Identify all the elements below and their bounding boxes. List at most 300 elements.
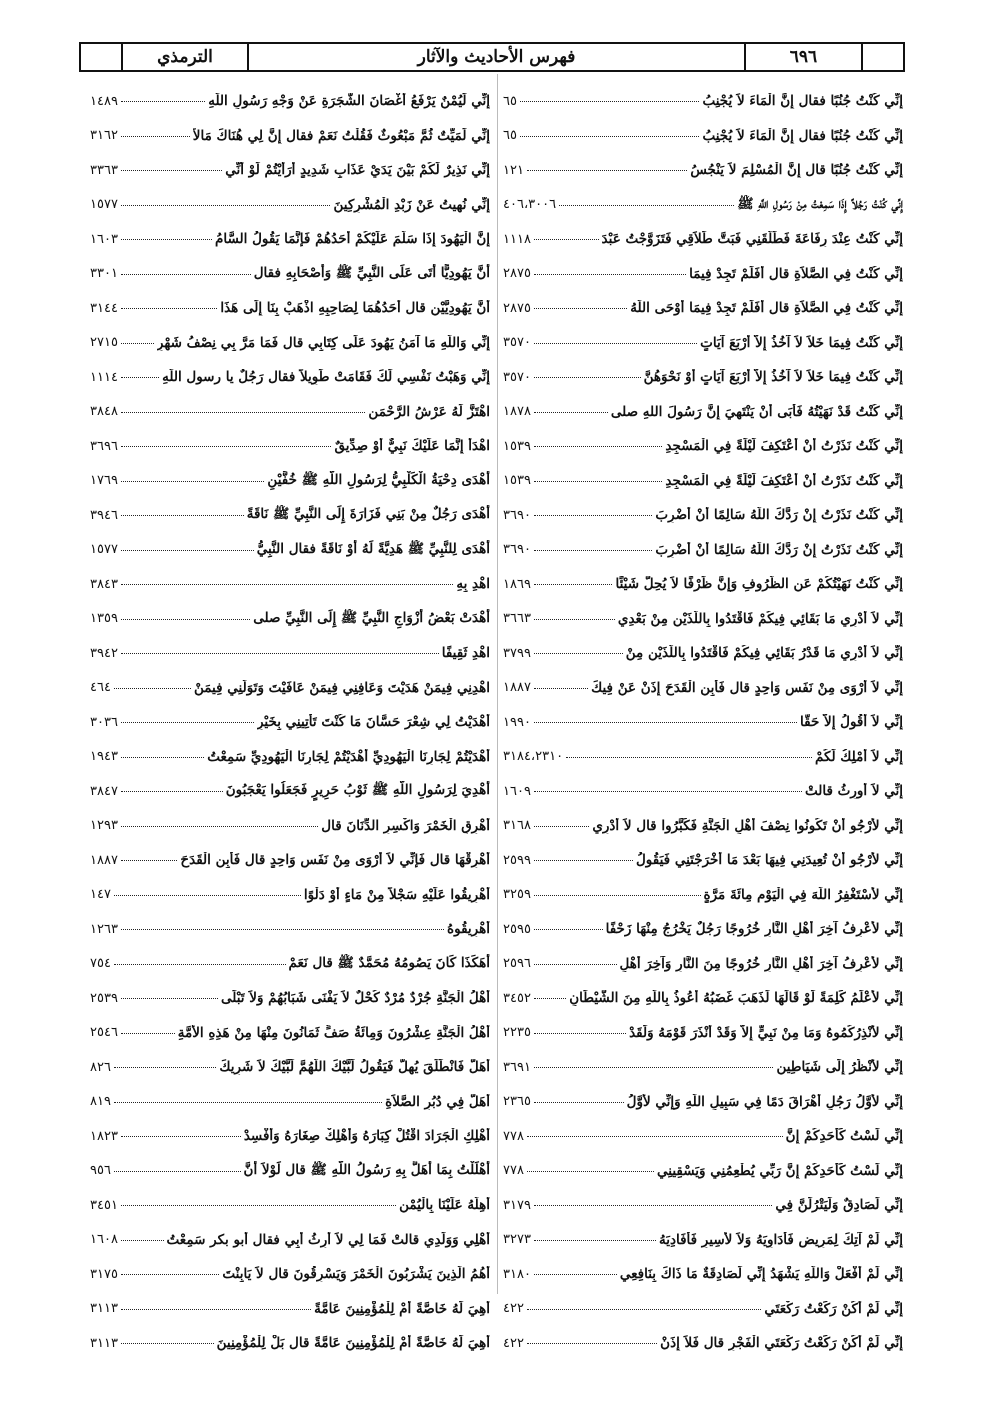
entry-text: إِنِّي لاَ أَرْوَى مِنْ نَفَسٍ وَاحِدٍ قال فَأَبِنِ الْقَدَحَ إِذَنْ عَنْ فِيكَ bbox=[591, 679, 903, 696]
index-entry bbox=[503, 912, 903, 947]
entry-ref-number: ١٢٦٣ bbox=[90, 921, 118, 937]
dot-leader bbox=[566, 756, 812, 758]
entry-ref-number: ١٨٨٧ bbox=[90, 852, 118, 868]
entry-text: أُهْدِيَ لِرَسُولِ اللَّهِ ﷺ ثَوْبُ حَرِيرٍ فَجَعَلُوا يَعْجَبُونَ bbox=[225, 782, 490, 799]
index-entry bbox=[90, 636, 490, 671]
entry-ref-number: ٣١٤٤ bbox=[90, 300, 118, 316]
entry-text: إِنِّي نُهِيتُ عَنْ زَبْدِ الْمُشْرِكِينَ bbox=[333, 196, 490, 213]
dot-leader bbox=[121, 307, 217, 309]
entry-text: إِنِّي لَصَادِقٌ وَلَيَتْرُلَنَّ فِي bbox=[775, 1197, 903, 1214]
dot-leader bbox=[114, 894, 301, 896]
dot-leader bbox=[121, 238, 212, 240]
entry-ref-number: ١٨٧٨ bbox=[503, 404, 531, 420]
index-entry bbox=[503, 636, 903, 671]
entry-ref-number: ٣١٨٠ bbox=[503, 1266, 531, 1282]
entry-text: أَهَلَّ فِي دُبُرِ الصَّلاَةِ bbox=[385, 1093, 490, 1110]
entry-ref-number: ٧٧٨ bbox=[503, 1128, 524, 1144]
entry-text: أَنَّ يَهُودِيَّيْنِ قال أَحَدُهُمَا لِصَاحِبِهِ اذْهَبْ بِنَا إِلَى هَذَا bbox=[220, 300, 490, 317]
right-column bbox=[503, 84, 903, 1361]
entry-text: اهْدِ بِهِ bbox=[456, 576, 490, 593]
dot-leader bbox=[534, 376, 641, 378]
index-entry bbox=[90, 1016, 490, 1051]
entry-ref-number: ١٥٧٧ bbox=[90, 542, 118, 558]
entry-text: إِنِّي كُنْتُ جُنُبًا فقال إِنَّ الْمَاءَ لاَ يُجْنِبُ bbox=[702, 93, 903, 110]
index-entry bbox=[90, 326, 490, 361]
dot-leader bbox=[534, 549, 652, 551]
entry-ref-number: ٣٨٤٨ bbox=[90, 404, 118, 420]
entry-ref-number: ١٨٢٣ bbox=[90, 1128, 118, 1144]
index-entry bbox=[90, 1050, 490, 1085]
dot-leader bbox=[121, 1135, 241, 1137]
index-entry bbox=[90, 119, 490, 154]
dot-leader bbox=[121, 997, 218, 999]
index-entry bbox=[503, 947, 903, 982]
index-entry bbox=[503, 602, 903, 637]
entry-ref-number: ٣٢٥٩ bbox=[503, 887, 531, 903]
entry-text: أَنَّ يَهُودِيًّا أَتَى عَلَى النَّبِيِّ ﷺ وَأَصْحَابِهِ فقال bbox=[253, 264, 490, 281]
entry-text: إِنِّي لاَ أُورِثُ قالتْ bbox=[805, 783, 903, 800]
entry-ref-number: ١١١٨ bbox=[503, 231, 531, 247]
entry-ref-number: ١٣٥٩ bbox=[90, 611, 118, 627]
dot-leader bbox=[534, 963, 617, 965]
entry-ref-number: ١٩٤٣ bbox=[90, 749, 118, 765]
entry-ref-number: ٤٦٤ bbox=[90, 680, 111, 696]
dot-leader bbox=[527, 1342, 657, 1344]
entry-ref-number: ٣٤٥٢ bbox=[503, 990, 531, 1006]
entry-ref-number: ٣١٦٨ bbox=[503, 818, 531, 834]
index-entry bbox=[503, 843, 903, 878]
entry-ref-number: ٤٢٢ bbox=[503, 1301, 524, 1317]
index-entry bbox=[503, 498, 903, 533]
header-spacer-left bbox=[81, 44, 121, 70]
index-entry bbox=[503, 84, 903, 119]
entry-ref-number: ٣١٦٢ bbox=[90, 128, 118, 144]
entry-ref-number: ٣٦٩١ bbox=[503, 1059, 531, 1075]
entry-text: اهْتَزَّ لَهُ عَرْشُ الرَّحْمَنِ bbox=[368, 403, 490, 420]
index-entry bbox=[503, 188, 903, 223]
dot-leader bbox=[534, 514, 652, 516]
dot-leader bbox=[121, 618, 250, 620]
entry-ref-number: ٣٦٩٦ bbox=[90, 438, 118, 454]
index-entry bbox=[90, 878, 490, 913]
dot-leader bbox=[121, 169, 222, 171]
entry-ref-number: ١٩٩٠ bbox=[503, 714, 531, 730]
entry-text: إِنِّي وَهَبْتُ نَفْسِي لَكَ فَقَامَتْ طَوِيلاً فقال رَجُلٌ يا رسول اللَّهِ bbox=[162, 369, 490, 386]
index-entry bbox=[90, 947, 490, 982]
entry-text: إِنِّي كُنْتُ نَهَيْتُكُمْ عَنِ الظُّرُوفِ وَإِنَّ ظَرْفًا لاَ يُحِلُّ شَيْئًا bbox=[615, 576, 903, 593]
index-entry bbox=[90, 222, 490, 257]
entry-ref-number: ١٥٣٩ bbox=[503, 473, 531, 489]
index-entry bbox=[503, 1119, 903, 1154]
entry-ref-number: ٣٦٦٣ bbox=[503, 611, 531, 627]
dot-leader bbox=[121, 652, 439, 654]
entry-ref-number: ١٢١ bbox=[503, 162, 524, 178]
index-entry bbox=[503, 291, 903, 326]
dot-leader bbox=[534, 273, 686, 275]
dot-leader bbox=[534, 307, 627, 309]
dot-leader bbox=[121, 859, 177, 861]
dot-leader bbox=[121, 825, 318, 827]
entry-ref-number: ٢٨٧٥ bbox=[503, 266, 531, 282]
index-entry bbox=[90, 153, 490, 188]
entry-text: أَهْدَى لِلنَّبِيِّ ﷺ هَدِيَّةً لَهُ أَوْ نَاقَةً فقال النَّبِيُّ bbox=[256, 540, 490, 557]
index-entry bbox=[503, 1326, 903, 1361]
entry-text: إِنَّ الْيَهُودَ إِذَا سَلَّمَ عَلَيْكُمْ أَحَدُهُمْ فَإِنَّمَا يَقُولُ السَّامُ bbox=[214, 231, 490, 248]
index-entry bbox=[503, 1154, 903, 1189]
entry-ref-number: ١٤٨٩ bbox=[90, 93, 118, 109]
dot-leader bbox=[121, 1342, 214, 1344]
entry-text: إِنِّي لَمَيِّتٌ ثُمَّ مَبْعُوثٌ فَقُلْتُ نَعَمْ فقال إِنَّ لِي هُنَاكَ مَالاً bbox=[192, 127, 490, 144]
index-entry bbox=[90, 740, 490, 775]
entry-text: أَهْلِي وَوَلَدِي قالتْ فَمَا لِي لاَ أَرِثُ أَبِي فقال أبو بكر سَمِعْتُ bbox=[166, 1231, 490, 1248]
entry-text: أَهْرِيقُوهُ bbox=[447, 921, 490, 938]
entry-text: إِنِّي كُنْتُ جُنُبًا قال إِنَّ الْمُسْلِمَ لاَ يَنْجُسُ bbox=[690, 162, 903, 179]
entry-ref-number: ١٦٠٩ bbox=[503, 783, 531, 799]
entry-ref-number: ٨٢٦ bbox=[90, 1059, 111, 1075]
entry-text: إِنِّي لَمْ آتِكَ لِمَرِيضٍ فَأُدَاوِيَهُ وَلاَ لأَسِيرٍ فَأُفَادِيَهُ bbox=[658, 1231, 903, 1248]
dot-leader bbox=[534, 721, 797, 723]
dot-leader bbox=[121, 514, 244, 516]
page-number: ٦٩٦ bbox=[744, 44, 861, 70]
index-entry bbox=[503, 1292, 903, 1327]
entry-text: إِنِّي كُنْتُ فِيمَا خَلاَ لاَ آخُذُ إِلاَّ أَرْبَعَ آيَاتٍ bbox=[700, 334, 903, 351]
index-entry bbox=[90, 1085, 490, 1120]
column-divider bbox=[497, 74, 498, 1294]
dot-leader bbox=[121, 756, 204, 758]
page-title: فهرس الأحاديث والآثار bbox=[247, 44, 744, 70]
index-entry bbox=[90, 981, 490, 1016]
entry-ref-number: ٣٣٠١ bbox=[90, 266, 118, 282]
entry-text: أَهْدَى رَجُلٌ مِنْ بَنِي فَزَارَةَ إِلَى النَّبِيِّ ﷺ نَاقَةً bbox=[246, 506, 490, 523]
entry-ref-number: ٢٥٣٩ bbox=[90, 990, 118, 1006]
entry-ref-number: ٣٥٧٠ bbox=[503, 335, 531, 351]
dot-leader bbox=[121, 204, 331, 206]
entry-ref-number: ٢٥٤٦ bbox=[90, 1025, 118, 1041]
index-entry bbox=[90, 912, 490, 947]
index-entry bbox=[503, 326, 903, 361]
index-entry bbox=[90, 1223, 490, 1258]
index-entry bbox=[503, 153, 903, 188]
dot-leader bbox=[534, 411, 608, 413]
entry-text: اهْدِ ثَقِيفًا bbox=[441, 645, 490, 662]
index-entry bbox=[503, 878, 903, 913]
index-entry bbox=[503, 1223, 903, 1258]
index-entry bbox=[503, 809, 903, 844]
dot-leader bbox=[534, 928, 603, 930]
entry-text: أَهَكَذَا كَانَ يَصُومُهُ مُحَمَّدٌ ﷺ قال نَعَمْ bbox=[288, 954, 490, 971]
dot-leader bbox=[121, 342, 154, 344]
entry-text: إِنِّي لأَنْظُرُ إِلَى شَيَاطِينِ bbox=[776, 1059, 903, 1076]
entry-ref-number: ١٥٣٩ bbox=[503, 438, 531, 454]
entry-ref-number: ٢٥٩٩ bbox=[503, 852, 531, 868]
entry-text: أَهْدَى دِحْيَةُ الْكَلْبِيُّ لِرَسُولِ اللَّهِ ﷺ خُفَّيْنِ bbox=[267, 471, 490, 488]
entry-text: أَهْرِقْهَا قال فَإِنِّي لاَ أَرْوَى مِنْ نَفَسٍ وَاحِدٍ قال فَأَبِنِ الْقَدَحَ bbox=[180, 852, 490, 869]
entry-text: إِنِّي لَمْ أَفْعَلْ وَاللَّهِ يَشْهَدُ إِنِّي لَصَادِقَةٌ مَا ذَاكَ بِنَافِعِي bbox=[619, 1266, 903, 1283]
index-entry bbox=[90, 395, 490, 430]
dot-leader bbox=[534, 997, 566, 999]
entry-text: أَهْلُ الْجَنَّةِ عِشْرُونَ وَمِائَةُ صَفٍّ ثَمَانُونَ مِنْهَا مِنْ هَذِهِ الأُمَّةِ bbox=[177, 1024, 490, 1041]
dot-leader bbox=[534, 1101, 624, 1103]
entry-text: أَهُمُ الَّذِينَ يَشْرَبُونَ الْخَمْرَ وَيَسْرِقُونَ قال لاَ يَابِنْتَ bbox=[222, 1266, 490, 1283]
header-spacer-right bbox=[861, 44, 903, 70]
entry-text: إِنِّي كُنْتُ قَدْ نَهَيْتُهُ فَأَبَى أَنْ يَنْتَهِيَ إِنَّ رَسُولَ اللهِ صلى bbox=[610, 403, 903, 420]
entry-ref-number: ١٨٨٧ bbox=[503, 680, 531, 696]
entry-text: أَهْرِقِ الْخَمْرَ وَاكْسِرِ الدِّنَانَ قال bbox=[321, 817, 490, 834]
entry-text: إِنِّي كُنْتُ فِي الصَّلاَةِ قال أَفَلَمْ تَجِدْ فِيمَا أَوْحَى اللَّهُ bbox=[630, 300, 903, 317]
entry-ref-number: ١٥٧٧ bbox=[90, 197, 118, 213]
page-header bbox=[79, 42, 905, 72]
index-entry bbox=[503, 1016, 903, 1051]
entry-ref-number: ٩٥٦ bbox=[90, 1163, 111, 1179]
index-entry bbox=[503, 1050, 903, 1085]
dot-leader bbox=[534, 583, 613, 585]
entry-ref-number: ٣٨٤٧ bbox=[90, 783, 118, 799]
entry-text: أَهْدَيْتُ لِي شِعْرَ حَسَّانَ مَا كُنْتَ تَأْتِينِي بِخَيْرٍ bbox=[256, 714, 490, 731]
entry-ref-number: ٣٥٧٠ bbox=[503, 369, 531, 385]
dot-leader bbox=[121, 1239, 164, 1241]
entry-ref-number: ٣١٧٩ bbox=[503, 1197, 531, 1213]
book-name: الترمذي bbox=[121, 44, 247, 70]
dot-leader bbox=[534, 1239, 656, 1241]
entry-ref-number: ١٦٠٣ bbox=[90, 231, 118, 247]
entry-ref-number: ٣٤٥١ bbox=[90, 1197, 118, 1213]
dot-leader bbox=[121, 1273, 219, 1275]
index-entry bbox=[90, 774, 490, 809]
index-entry bbox=[90, 1119, 490, 1154]
index-entry bbox=[90, 567, 490, 602]
dot-leader bbox=[121, 928, 444, 930]
dot-leader bbox=[114, 1170, 241, 1172]
index-entry bbox=[90, 671, 490, 706]
dot-leader bbox=[534, 652, 623, 654]
index-entry bbox=[503, 257, 903, 292]
entry-ref-number: ٣٦٩٠ bbox=[503, 542, 531, 558]
entry-text: أَهِلَّهُ عَلَيْنَا بِالْيُمْنِ bbox=[399, 1197, 490, 1214]
dot-leader bbox=[121, 480, 264, 482]
dot-leader bbox=[121, 1204, 396, 1206]
dot-leader bbox=[527, 1170, 654, 1172]
entry-text: إِنِّي كُنْتُ نَذَرْتُ أَنْ أَعْتَكِفَ لَيْلَةً فِي الْمَسْجِدِ bbox=[665, 472, 903, 489]
entry-text: أَهِيَ لَهُ خَاصَّةً أَمْ لِلْمُؤْمِنِينَ عَامَّةً قال بَلْ لِلْمُؤْمِنِينَ bbox=[216, 1335, 490, 1352]
entry-text: أَهْلُ الْجَنَّةِ جُرْدٌ مُرْدٌ كُحْلٌ لاَ يَفْنَى شَبَابُهُمْ وَلاَ تَبْلَى bbox=[221, 990, 490, 1007]
entry-text: إِنِّي لاَ أَدْرِي مَا قَدْرُ بَقَائِي فِيكُمْ فَاقْتَدُوا بِاللَّذَيْنِ مِنْ bbox=[625, 645, 903, 662]
entry-ref-number: ٧٥٤ bbox=[90, 956, 111, 972]
index-entry bbox=[90, 84, 490, 119]
entry-text: إِنِّي لأَرْجُو أَنْ تَكُونُوا نِصْفَ أَهْلِ الْجَنَّةِ فَكَبَّرُوا قال لاَ أَدْرِي bbox=[592, 817, 903, 834]
index-entry bbox=[503, 1188, 903, 1223]
entry-text: إِنِّي كُنْتُ فِيمَا خَلاَ لاَ آخُذُ إِلاَّ أَرْبَعَ آيَاتٍ أَوْ نَحْوَهُنَّ bbox=[643, 369, 903, 386]
index-entry bbox=[90, 360, 490, 395]
entry-text: إِنِّي لَسْتُ كَأَحَدِكُمْ إِنَّ bbox=[785, 1128, 903, 1145]
dot-leader bbox=[534, 1066, 774, 1068]
entry-text: إِنِّي لأَسْتَغْفِرُ اللَّهَ فِي الْيَوْمِ مِائَةَ مَرَّةٍ bbox=[703, 886, 903, 903]
dot-leader bbox=[121, 376, 159, 378]
entry-ref-number: ٢٨٧٥ bbox=[503, 300, 531, 316]
entry-text: أَهْدَيْتُمْ لِجَارِنَا الْيَهُودِيِّ أَهْدَيْتُمْ لِجَارِنَا الْيَهُودِيِّ سَمِعْتُ bbox=[207, 748, 490, 765]
entry-ref-number: ١٦٠٨ bbox=[90, 1232, 118, 1248]
entry-ref-number: ١٤٧ bbox=[90, 887, 111, 903]
entry-ref-number: ٢٣٦٥ bbox=[503, 1094, 531, 1110]
entry-ref-number: ٢٥٩٥ bbox=[503, 921, 531, 937]
entry-ref-number: ٣٠٣٦ bbox=[90, 714, 118, 730]
entry-ref-number: ١٧٦٩ bbox=[90, 473, 118, 489]
entry-text: إِنِّي لأَعْرِفُ آخِرَ أَهْلِ النَّارِ خُرُوجًا رَجُلٌ يَخْرُجُ مِنْهَا زَحْفًا bbox=[605, 921, 903, 938]
entry-ref-number: ٣٢٧٣ bbox=[503, 1232, 531, 1248]
dot-leader bbox=[121, 549, 254, 551]
dot-leader bbox=[114, 1066, 216, 1068]
entry-text: أَهْرِيقُوا عَلَيْهِ سَجْلاً مِنْ مَاءٍ أَوْ دَلْوًا bbox=[303, 886, 490, 903]
index-entry bbox=[90, 1257, 490, 1292]
entry-ref-number: ٣٩٤٦ bbox=[90, 507, 118, 523]
entry-ref-number: ٣١٨٤،٢٣١٠ bbox=[503, 749, 564, 765]
entry-text: إِنِّي كُنْتُ جُنُبًا فقال إِنَّ الْمَاءَ لاَ يُجْنِبُ bbox=[702, 127, 903, 144]
entry-ref-number: ٣١١٣ bbox=[90, 1301, 118, 1317]
entry-ref-number: ٧٧٨ bbox=[503, 1163, 524, 1179]
index-entry bbox=[503, 705, 903, 740]
index-entry bbox=[90, 188, 490, 223]
index-entry bbox=[90, 533, 490, 568]
dot-leader bbox=[520, 100, 700, 102]
entry-ref-number: ٣٦٩٠ bbox=[503, 507, 531, 523]
index-entry bbox=[503, 119, 903, 154]
dot-leader bbox=[121, 411, 365, 413]
index-entry bbox=[90, 809, 490, 844]
entry-ref-number: ٣٩٤٢ bbox=[90, 645, 118, 661]
dot-leader bbox=[121, 273, 251, 275]
entry-text: إِنِّي لأَعْلَمُ كَلِمَةً لَوْ قَالَهَا لَذَهَبَ غَضَبُهُ أَعُوذُ بِاللَّهِ مِنَ الشَّيْطَانِ bbox=[569, 990, 903, 1007]
entry-ref-number: ٣٣٦٣ bbox=[90, 162, 118, 178]
entry-ref-number: ٢٧١٥ bbox=[90, 335, 118, 351]
index-entry bbox=[90, 291, 490, 326]
dot-leader bbox=[121, 135, 190, 137]
entry-ref-number: ١٢٩٣ bbox=[90, 818, 118, 834]
entry-text: إِنِّي لاَ أَقُولُ إِلاَّ حَقًّا bbox=[800, 714, 903, 731]
index-entry bbox=[90, 602, 490, 637]
dot-leader bbox=[527, 1308, 761, 1310]
dot-leader bbox=[534, 1204, 772, 1206]
index-entry bbox=[503, 1085, 903, 1120]
entry-text: اهْدِنِي فِيمَنْ هَدَيْتَ وَعَافِنِي فِيمَنْ عَافَيْتَ وَتَوَلَّنِي فِيمَنْ bbox=[193, 679, 490, 696]
entry-text: إِنِّي كُنْتُ رَجُلاً إِذَا سَمِعْتُ مِنْ رَسُولِ اللَّهِ ﷺ bbox=[737, 195, 903, 212]
index-entry bbox=[90, 1188, 490, 1223]
dot-leader bbox=[121, 583, 453, 585]
left-column bbox=[90, 84, 490, 1361]
index-entry bbox=[90, 464, 490, 499]
dot-leader bbox=[534, 445, 662, 447]
dot-leader bbox=[114, 1101, 382, 1103]
entry-ref-number: ٢٢٣٥ bbox=[503, 1025, 531, 1041]
entry-text: إِنِّي لأَعْرِفُ آخِرَ أَهْلِ النَّارِ خُرُوجًا مِنَ النَّارِ وَآخِرَ أَهْلِ bbox=[619, 955, 903, 972]
dot-leader bbox=[527, 1135, 783, 1137]
dot-leader bbox=[534, 790, 802, 792]
entry-ref-number: ٣٨٤٣ bbox=[90, 576, 118, 592]
dot-leader bbox=[559, 204, 734, 206]
dot-leader bbox=[121, 721, 254, 723]
index-entry bbox=[503, 1257, 903, 1292]
index-entry bbox=[503, 429, 903, 464]
entry-text: اهْدَأْ إِنَّمَا عَلَيْكَ نَبِيٌّ أَوْ صِدِّيقٌ bbox=[334, 438, 490, 455]
index-entry bbox=[503, 222, 903, 257]
entry-text: إِنِّي كُنْتُ فِي الصَّلاَةِ قال أَفَلَمْ تَجِدْ فِيمَا bbox=[689, 265, 903, 282]
entry-ref-number: ٤٠٦،٣٠٠٦ bbox=[503, 197, 557, 213]
entry-ref-number: ٦٥ bbox=[503, 128, 517, 144]
entry-text: إِنِّي كُنْتُ عِنْدَ رِفَاعَةَ فَطَلَّقَنِي فَبَتَّ طَلاَقِي فَتَزَوَّجْتُ عَبْدَ bbox=[601, 231, 903, 248]
entry-text: أَهِيَ لَهُ خَاصَّةً أَمْ لِلْمُؤْمِنِينَ عَامَّةً bbox=[314, 1300, 490, 1317]
index-entry bbox=[503, 533, 903, 568]
index-entry bbox=[503, 981, 903, 1016]
dot-leader bbox=[520, 135, 700, 137]
dot-leader bbox=[121, 445, 332, 447]
dot-leader bbox=[121, 1308, 311, 1310]
dot-leader bbox=[114, 687, 191, 689]
entry-text: إِنِّي كُنْتُ نَذَرْتُ إِنْ رَدَّكَ اللَّهُ سَالِمًا أَنْ أَضْرِبَ bbox=[655, 507, 903, 524]
index-entry bbox=[90, 705, 490, 740]
dot-leader bbox=[534, 859, 633, 861]
entry-text: أَهَلَّ فَانْطَلَقَ يُهِلُّ فَيَقُولُ لَبَّيْكَ اللَّهُمَّ لَبَّيْكَ لاَ شَرِيكَ bbox=[219, 1059, 490, 1076]
entry-text: إِنِّي لَمْ أَكُنْ رَكَعْتُ رَكْعَتَيِ bbox=[764, 1300, 903, 1317]
entry-ref-number: ٦٥ bbox=[503, 93, 517, 109]
entry-text: إِنِّي لاَ أَدْرِي مَا بَقَائِي فِيكُمْ فَاقْتَدُوا بِاللَّذَيْنِ مِنْ بَعْدِي bbox=[617, 610, 903, 627]
index-entry bbox=[90, 1326, 490, 1361]
entry-text: إِنِّي كُنْتُ نَذَرْتُ إِنْ رَدَّكَ اللَّهُ سَالِمًا أَنْ أَضْرِبَ bbox=[655, 541, 903, 558]
entry-ref-number: ٨١٩ bbox=[90, 1094, 111, 1110]
entry-text: إِنِّي لأَوَّلُ رَجُلٍ أَهْرَاقَ دَمًا فِي سَبِيلِ اللَّهِ وَإِنِّي لأَوَّلُ bbox=[626, 1093, 903, 1110]
dot-leader bbox=[534, 238, 599, 240]
index-entry bbox=[90, 843, 490, 878]
entry-text: إِنِّي لاَ أَمْلِكُ لَكُمْ bbox=[815, 748, 903, 765]
index-entry bbox=[503, 740, 903, 775]
entry-ref-number: ١١١٤ bbox=[90, 369, 118, 385]
index-entry bbox=[503, 395, 903, 430]
index-entry bbox=[90, 1292, 490, 1327]
dot-leader bbox=[534, 342, 697, 344]
dot-leader bbox=[114, 963, 286, 965]
entry-text: إِنِّي لَمْ أَكُنْ رَكَعْتُ رَكْعَتَيِ الْفَجْرِ قال فَلاَ إِذَنْ bbox=[660, 1335, 903, 1352]
dot-leader bbox=[534, 825, 589, 827]
entry-text: إِنِّي نَذِيرٌ لَكُمْ بَيْنَ يَدَيْ عَذَابٍ شَدِيدٍ أَرَأَيْتُمْ لَوْ أَنِّي bbox=[225, 162, 490, 179]
entry-text: إِنِّي لأَرْجُو أَنْ تُعِيدَنِي فِيهَا بَعْدَ مَا أَخْرَجْتَنِي فَيَقُولُ bbox=[636, 852, 903, 869]
entry-text: إِنِّي لَسْتُ كَأَحَدِكُمْ إِنَّ رَبِّي يُطْعِمُنِي وَيَسْقِينِي bbox=[657, 1162, 903, 1179]
dot-leader bbox=[534, 894, 701, 896]
entry-text: إِنِّي وَاللَّهِ مَا آمَنُ يَهُودَ عَلَى كِتَابِي قال فَمَا مَرَّ بِي نِصْفُ شَهْرٍ bbox=[156, 334, 490, 351]
entry-ref-number: ٣١١٣ bbox=[90, 1335, 118, 1351]
dot-leader bbox=[121, 1032, 175, 1034]
index-entry bbox=[503, 567, 903, 602]
entry-text: أَهْلَلْتُ بِمَا أَهَلَّ بِهِ رَسُولُ اللَّهِ ﷺ قال لَوْلاَ أَنَّ bbox=[243, 1161, 490, 1178]
dot-leader bbox=[121, 790, 223, 792]
entry-ref-number: ٢٥٩٦ bbox=[503, 956, 531, 972]
index-entry bbox=[90, 498, 490, 533]
dot-leader bbox=[534, 687, 588, 689]
index-entry bbox=[503, 671, 903, 706]
dot-leader bbox=[527, 169, 687, 171]
index-entry bbox=[503, 360, 903, 395]
entry-ref-number: ١٨٦٩ bbox=[503, 576, 531, 592]
dot-leader bbox=[534, 1273, 617, 1275]
dot-leader bbox=[534, 480, 662, 482]
entry-ref-number: ٤٢٢ bbox=[503, 1335, 524, 1351]
entry-text: إِنِّي كُنْتُ نَذَرْتُ أَنْ أَعْتَكِفَ لَيْلَةً فِي الْمَسْجِدِ bbox=[665, 438, 903, 455]
index-entry bbox=[90, 429, 490, 464]
index-entry bbox=[503, 774, 903, 809]
entry-ref-number: ٣٧٩٩ bbox=[503, 645, 531, 661]
index-entry bbox=[90, 1154, 490, 1189]
index-entry bbox=[503, 464, 903, 499]
dot-leader bbox=[534, 1032, 626, 1034]
entry-text: أَهْدَتْ بَعْضُ أَزْوَاجِ النَّبِيِّ ﷺ إِلَى النَّبِيِّ صلى bbox=[253, 609, 490, 626]
entry-text: إِنِّي لَيُمْنٌ يَرْفَعُ أَغْصَانَ الشَّجَرَةِ عَنْ وَجْهِ رَسُولِ اللَّهِ bbox=[208, 93, 490, 110]
entry-text: أَهْلِكِ الْجَرَادَ اقْتُلْ كِبَارَهُ وَأَهْلِكْ صِغَارَهُ وَأَفْسِدْ bbox=[243, 1128, 490, 1145]
